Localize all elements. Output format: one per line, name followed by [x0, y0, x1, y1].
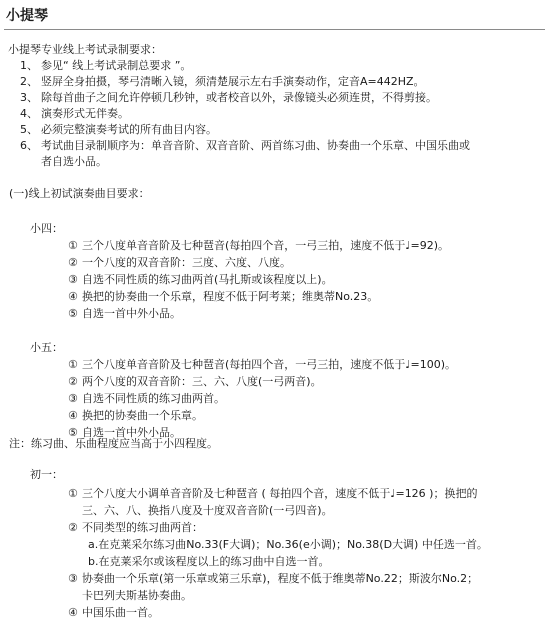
item-text: 自选一首中外小品。 [82, 426, 181, 439]
item-text: 自选不同性质的练习曲两首(马扎斯或该程度以上)。 [82, 273, 333, 286]
requirement-text: 必须完整演奏考试的所有曲目内容。 [41, 123, 217, 136]
requirement-item [20, 139, 470, 153]
exam-item [68, 290, 378, 304]
exam-item [68, 392, 225, 406]
item-text: 自选一首中外小品。 [82, 307, 181, 320]
sub-item-b: b.在克莱采尔或该程度以上的练习曲中自选一首。 [88, 555, 330, 568]
exam-item [68, 521, 203, 535]
item-number: ④ [68, 409, 78, 422]
exam-item [68, 239, 449, 253]
exam-item [68, 273, 333, 287]
requirement-text: 竖屏全身拍摄，琴弓清晰入镜，须清楚展示左右手演奏动作，定音A=442HZ。 [41, 75, 425, 88]
item-text-continued: 三、六、八、换指八度及十度双音音阶(一弓四音)。 [82, 504, 333, 517]
item-number: ① [68, 358, 78, 371]
item-text: 换把的协奏曲一个乐章，程度不低于阿考莱；维奥蒂No.23。 [82, 290, 379, 303]
item-number: ④ [68, 290, 78, 303]
page-title: 小提琴 [6, 8, 48, 24]
item-text: 换把的协奏曲一个乐章。 [82, 409, 203, 422]
requirement-number: 1、 [20, 59, 38, 72]
item-number: ③ [68, 572, 78, 585]
item-number: ② [68, 256, 78, 269]
requirement-item [20, 107, 129, 121]
item-text: 一个八度的双音音阶：三度、六度、八度。 [82, 256, 291, 269]
requirement-text: 参见“ 线上考试录制总要求 ”。 [41, 59, 192, 72]
requirement-text: 演奏形式无伴奏。 [41, 107, 129, 120]
item-text: 三个八度单音音阶及七种琶音(每拍四个音，一弓三拍，速度不低于♩=100)。 [82, 358, 456, 371]
item-number: ④ [68, 606, 78, 619]
note-text: 注：练习曲、乐曲程度应当高于小四程度。 [9, 437, 218, 450]
title-divider [4, 29, 545, 30]
section-title: (一)线上初试演奏曲目要求： [9, 187, 150, 200]
exam-item [68, 487, 477, 501]
exam-item [68, 375, 322, 389]
requirement-item [20, 75, 425, 89]
requirement-text: 考试曲目录制顺序为：单音音阶、双音音阶、两首练习曲、协奏曲一个乐章、中国乐曲或 [41, 139, 470, 152]
intro-text: 小提琴专业线上考试录制要求： [8, 43, 162, 56]
requirement-number: 6、 [20, 139, 38, 152]
exam-item [68, 307, 181, 321]
exam-item [68, 409, 203, 423]
item-text: 三个八度单音音阶及七种琶音(每拍四个音，一弓三拍，速度不低于♩=92)。 [82, 239, 449, 252]
item-text-continued: 卡巴列夫斯基协奏曲。 [82, 589, 192, 602]
requirement-text-continued: 者自选小品。 [41, 155, 107, 168]
level-label: 初一： [30, 468, 63, 481]
requirement-text: 除每首曲子之间允许停顿几秒钟，或者校音以外，录像镜头必须连贯，不得剪接。 [41, 91, 437, 104]
item-number: ② [68, 521, 78, 534]
item-number: ⑤ [68, 307, 78, 320]
sub-item-a: a.在克莱采尔练习曲No.33(F大调)；No.36(e小调)；No.38(D大调) 中任选一首。 [88, 538, 488, 551]
item-number: ③ [68, 392, 78, 405]
exam-item [68, 256, 291, 270]
requirement-item [20, 123, 217, 137]
exam-item [68, 572, 478, 586]
item-text: 三个八度大小调单音音阶及七种琶音 ( 每拍四个音，速度不低于♩=126 )；换把的 [82, 487, 478, 500]
item-text: 自选不同性质的练习曲两首。 [82, 392, 225, 405]
requirement-number: 3、 [20, 91, 38, 104]
item-text: 两个八度的双音音阶：三、六、八度(一弓两音)。 [82, 375, 322, 388]
item-text: 不同类型的练习曲两首： [82, 521, 203, 534]
item-number: ⑤ [68, 426, 78, 439]
level-label: 小四： [30, 222, 63, 235]
requirement-item [20, 91, 437, 105]
item-number: ② [68, 375, 78, 388]
item-number: ① [68, 487, 78, 500]
item-text: 协奏曲一个乐章(第一乐章或第三乐章)，程度不低于维奥蒂No.22；斯波尔No.2； [82, 572, 479, 585]
item-number: ① [68, 239, 78, 252]
item-number: ③ [68, 273, 78, 286]
requirement-number: 5、 [20, 123, 38, 136]
requirement-item [20, 59, 191, 73]
exam-item [68, 358, 456, 372]
requirement-number: 2、 [20, 75, 38, 88]
item-text: 中国乐曲一首。 [82, 606, 159, 619]
level-label: 小五： [30, 341, 63, 354]
requirement-number: 4、 [20, 107, 38, 120]
exam-item [68, 606, 159, 620]
